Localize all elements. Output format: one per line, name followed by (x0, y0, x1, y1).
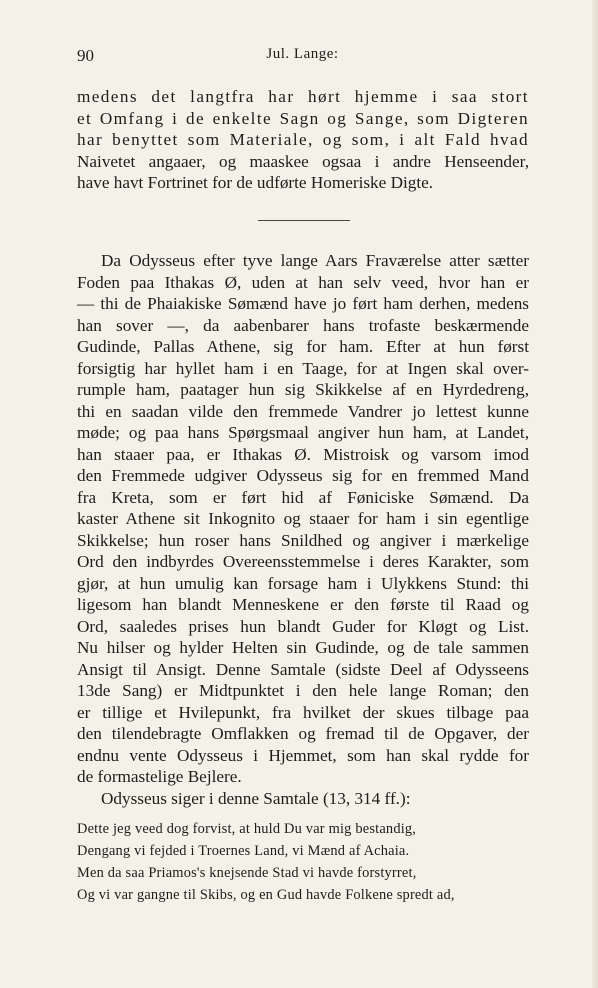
text-line: thi en saadan vilde den fremmede Vandrer jo lettest kunne (77, 401, 529, 421)
verse-line: Dette jeg veed dog forvist, at huld Du var mig bestandig, (77, 821, 417, 837)
text-line: Naivetet angaaer, og maaskee ogsaa i andre Henseender, (77, 151, 529, 171)
text-line: Da Odysseus efter tyve lange Aars Fraværelse atter sætter (101, 251, 529, 270)
text-line: møde; og paa hans Spørgsmaal angiver hun ham, at Landet, (77, 423, 529, 442)
section-divider (258, 220, 350, 221)
paragraph-2 (77, 250, 529, 809)
paragraph-1 (77, 86, 529, 194)
text-line: har benyttet som Materiale, og som, i alt Fald hvad (77, 130, 529, 149)
text-line: have havt Fortrinet for de udførte Homeriske Digte. (77, 173, 434, 192)
quote-introduction: Odysseus siger i denne Samtale (13, 314 ff.): (101, 788, 411, 808)
text-line: kaster Athene sit Inkognito og staaer for ham i sin egentlige (77, 509, 529, 528)
verse-line: Og vi var gangne til Skibs, og en Gud havde Folkene spredt ad, (77, 887, 455, 903)
text-line: han staaer paa, er Ithakas Ø. Mistroisk og varsom imod (77, 444, 529, 464)
text-line: Ord, saaledes prises hun blandt Guder for Kløgt og List. (77, 616, 529, 636)
text-line: de formastelige Bejlere. (77, 767, 242, 786)
running-head: Jul. Lange: (266, 46, 339, 62)
text-line: Foden paa Ithakas Ø, uden at han selv veed, hvor han er (77, 272, 529, 292)
text-line: ligesom han blandt Menneskene er den første til Raad og (77, 595, 529, 614)
text-line: Skikkelse; hun roser hans Snildhed og angiver i mærkelige (77, 530, 529, 550)
text-line: Nu hilser og hylder Helten sin Gudinde, og de tale sammen (77, 638, 529, 657)
text-line: endnu vente Odysseus i Hjemmet, som han skal rydde for (77, 745, 529, 765)
page-edge (592, 0, 598, 988)
text-line: Ord den indbyrdes Overeensstemmelse i deres Karakter, som (77, 552, 529, 571)
text-line: er tillige et Hvilepunkt, fra hvilket der skues tilbage paa (77, 702, 529, 722)
text-line: Gudinde, Pallas Athene, sig for ham. Efter at hun først (77, 337, 529, 356)
text-line: den Fremmede udgiver Odysseus sig for en fremmed Mand (77, 466, 529, 485)
verse-quotation (77, 818, 529, 906)
text-line: rumple ham, paatager hun sig Skikkelse af en Hyrdedreng, (77, 380, 529, 399)
text-line: han sover —, da aabenbarer hans trofaste beskærmende (77, 315, 529, 335)
page-header (77, 46, 528, 70)
text-line: fra Kreta, som er ført hid af Føniciske Sømænd. Da (77, 487, 529, 507)
text-line: 13de Sang) er Midtpunktet i den hele lange Roman; den (77, 681, 529, 700)
text-line: gjør, at hun umulig kan forsage ham i Ulykkens Stund: thi (77, 573, 529, 593)
text-line: Ansigt til Ansigt. Denne Samtale (sidste Deel af Odysseens (77, 659, 529, 679)
text-line: medens det langtfra har hørt hjemme i saa stort (77, 87, 529, 106)
verse-line: Men da saa Priamos's knejsende Stad vi havde forstyrret, (77, 865, 417, 881)
verse-line: Dengang vi fejded i Troernes Land, vi Mænd af Achaia. (77, 843, 410, 859)
text-line: et Omfang i de enkelte Sagn og Sange, som Digteren (77, 108, 529, 128)
text-line: — thi de Phaiakiske Sømænd have jo ført ham derhen, medens (77, 294, 529, 313)
page-number: 90 (77, 46, 94, 65)
text-line: den tilendebragte Omflakken og fremad til de Opgaver, der (77, 724, 529, 743)
text-line: forsigtig har hyllet ham i en Taage, for at Ingen skal over- (77, 358, 529, 378)
